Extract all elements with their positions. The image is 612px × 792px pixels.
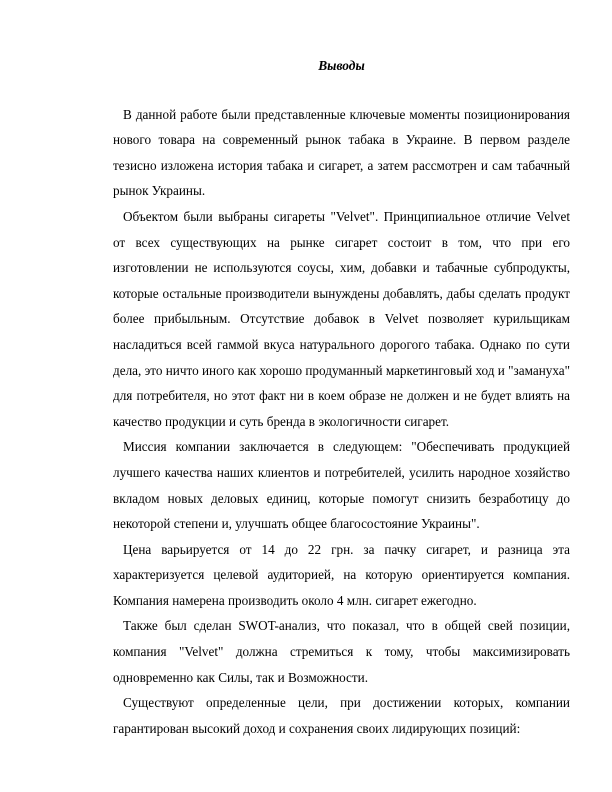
paragraph-swot: Также был сделан SWOT-анализ, что показал, что в общей свей позиции, компания "Velvet" должна стремиться к тому, чтобы максимизировать одновременно как Силы, так и Возможности. <box>113 618 570 685</box>
paragraph-intro: В данной работе были представленные ключевые моменты позиционирования нового товара на современный рынок табака в Украине. В первом разделе тезисно изложена история табака и сигарет, а затем рассмотрен и сам табачный рынок Украины. <box>113 106 570 199</box>
paragraph-price: Цена варьируется от 14 до 22 грн. за пачку сигарет, и разница эта характеризуется целевой аудиторией, на которую ориентируется компания. Компания намерена производить около 4 млн. сигарет ежегодно. <box>113 541 570 608</box>
document-body <box>113 53 570 741</box>
paragraph-velvet-object: Объектом были выбраны сигареты "Velvet". Принципиальное отличие Velvet от всех существующих на рынке сигарет состоит в том, что при его изготовлении не используются соусы, хим, добавки и табачные субпродукты, которые остальные производители вынуждены добавлять, дабы сделать продукт более прибыльным. Отсутствие добавок в Velvet позволяет курильщикам насладиться всей гаммой вкуса натурального дорогого табака. Однако по сути дела, это ничто иного как хорошо продуманный маркетинговый ход и "замануха" для потребителя, но этот факт ни в коем образе не должен и не будет влиять на качество продукции и суть бренда в экологичности сигарет. <box>113 208 570 429</box>
paragraph-mission: Миссия компании заключается в следующем: "Обеспечивать продукцией лучшего качества наших клиентов и потребителей, усилить народное хозяйство вкладом новых деловых единиц, которые помогут снизить безработицу до некоторой степени и, улучшать общее благосостояние Украины". <box>113 439 570 532</box>
paragraph-goals: Существуют определенные цели, при достижении которых, компании гарантирован высокий доход и сохранения своих лидирующих позиций: <box>113 695 570 736</box>
page-title: Выводы <box>318 58 365 73</box>
